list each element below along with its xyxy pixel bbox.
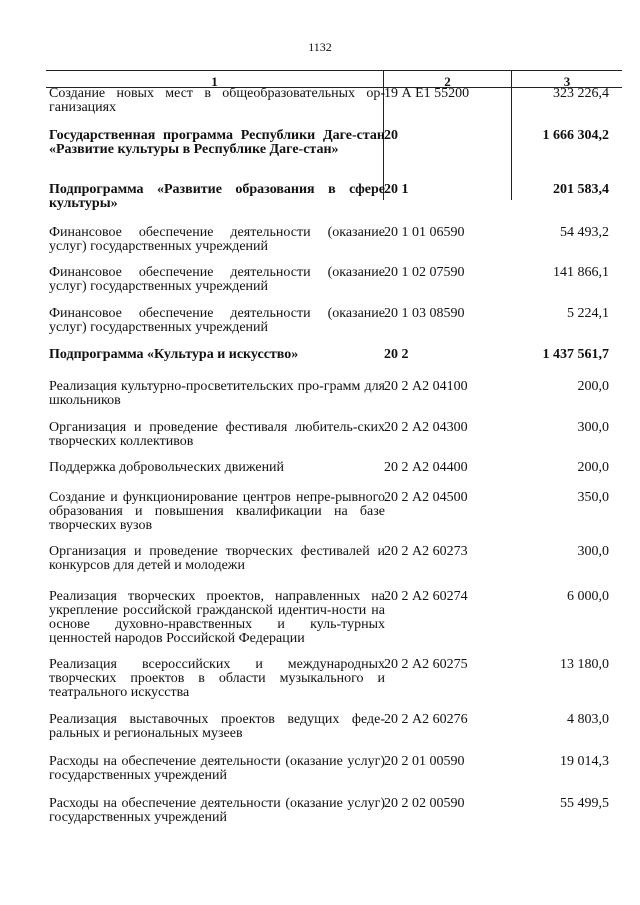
table-cell-name: Организация и проведение фестиваля любитель-ских творческих коллективов <box>49 420 385 449</box>
table-cell-code: 20 2 А2 04500 <box>384 490 468 505</box>
table-cell-amount: 19 014,3 <box>560 754 609 769</box>
table-cell-name: Государственная программа Республики Даге-стан «Развитие культуры в Республике Даге-стан» <box>49 128 385 157</box>
table-cell-amount: 1 437 561,7 <box>542 347 609 362</box>
column-header-3: 3 <box>563 74 571 89</box>
table-cell-code: 20 1 03 08590 <box>384 306 465 321</box>
page-number: 1132 <box>308 40 332 54</box>
table-cell-amount: 55 499,5 <box>560 796 609 811</box>
table-cell-amount: 1 666 304,2 <box>542 128 609 143</box>
column-header-2: 2 <box>444 74 451 89</box>
table-cell-code: 20 2 А2 60276 <box>384 712 468 727</box>
table-top-rule <box>46 70 622 71</box>
table-cell-code: 20 2 01 00590 <box>384 754 465 769</box>
table-cell-code: 20 2 А2 04300 <box>384 420 468 435</box>
table-cell-amount: 4 803,0 <box>567 712 609 727</box>
table-cell-name: Финансовое обеспечение деятельности (оказание услуг) государственных учреждений <box>49 225 385 254</box>
table-cell-name: Организация и проведение творческих фестивалей и конкурсов для детей и молодежи <box>49 544 385 573</box>
table-cell-code: 20 1 <box>384 182 409 197</box>
table-cell-name: Реализация всероссийских и международных творческих проектов в области музыкального и театрального искусства <box>49 657 385 700</box>
table-cell-code: 20 2 <box>384 347 409 362</box>
table-cell-amount: 54 493,2 <box>560 225 609 240</box>
table-cell-amount: 200,0 <box>577 460 609 475</box>
table-cell-amount: 323 226,4 <box>553 86 609 101</box>
table-cell-amount: 201 583,4 <box>553 182 609 197</box>
table-cell-code: 20 2 А2 60273 <box>384 544 468 559</box>
column-header-1: 1 <box>211 74 218 89</box>
table-cell-name: Поддержка добровольческих движений <box>49 460 285 475</box>
table-cell-name: Расходы на обеспечение деятельности (оказание услуг) государственных учреждений <box>49 796 385 825</box>
table-cell-name: Подпрограмма «Культура и искусство» <box>49 347 299 362</box>
table-cell-name: Реализация культурно-просветительских про-грамм для школьников <box>49 379 385 408</box>
table-cell-amount: 300,0 <box>577 420 609 435</box>
table-cell-amount: 300,0 <box>577 544 609 559</box>
table-cell-code: 20 1 02 07590 <box>384 265 465 280</box>
table-cell-name: Подпрограмма «Развитие образования в сфере культуры» <box>49 182 385 211</box>
table-cell-name: Расходы на обеспечение деятельности (оказание услуг) государственных учреждений <box>49 754 385 783</box>
table-cell-code: 20 <box>384 128 398 143</box>
table-cell-name: Финансовое обеспечение деятельности (оказание услуг) государственных учреждений <box>49 306 385 335</box>
table-cell-amount: 6 000,0 <box>567 589 609 604</box>
table-cell-amount: 200,0 <box>577 379 609 394</box>
table-cell-code: 20 2 А2 60274 <box>384 589 468 604</box>
table-cell-code: 19 А Е1 55200 <box>384 86 470 101</box>
table-cell-amount: 141 866,1 <box>553 265 609 280</box>
table-cell-name: Реализация выставочных проектов ведущих феде-ральных и региональных музеев <box>49 712 385 741</box>
table-cell-name: Реализация творческих проектов, направленных на укрепление российской гражданской идентич-ности на основе духовно-нравственных и куль-турных ценностей народов Российской Федерации <box>49 589 385 646</box>
table-cell-name: Создание новых мест в общеобразовательных ор-ганизациях <box>49 86 385 115</box>
table-cell-amount: 350,0 <box>577 490 609 505</box>
table-cell-code: 20 2 А2 04100 <box>384 379 468 394</box>
table-cell-code: 20 2 А2 04400 <box>384 460 468 475</box>
table-cell-code: 20 2 А2 60275 <box>384 657 468 672</box>
table-cell-code: 20 2 02 00590 <box>384 796 465 811</box>
table-cell-name: Создание и функционирование центров непре-рывного образования и повышения квалификации на базе творческих вузов <box>49 490 385 533</box>
table-cell-name: Финансовое обеспечение деятельности (оказание услуг) государственных учреждений <box>49 265 385 294</box>
table-cell-code: 20 1 01 06590 <box>384 225 465 240</box>
table-cell-amount: 5 224,1 <box>567 306 609 321</box>
table-cell-amount: 13 180,0 <box>560 657 609 672</box>
